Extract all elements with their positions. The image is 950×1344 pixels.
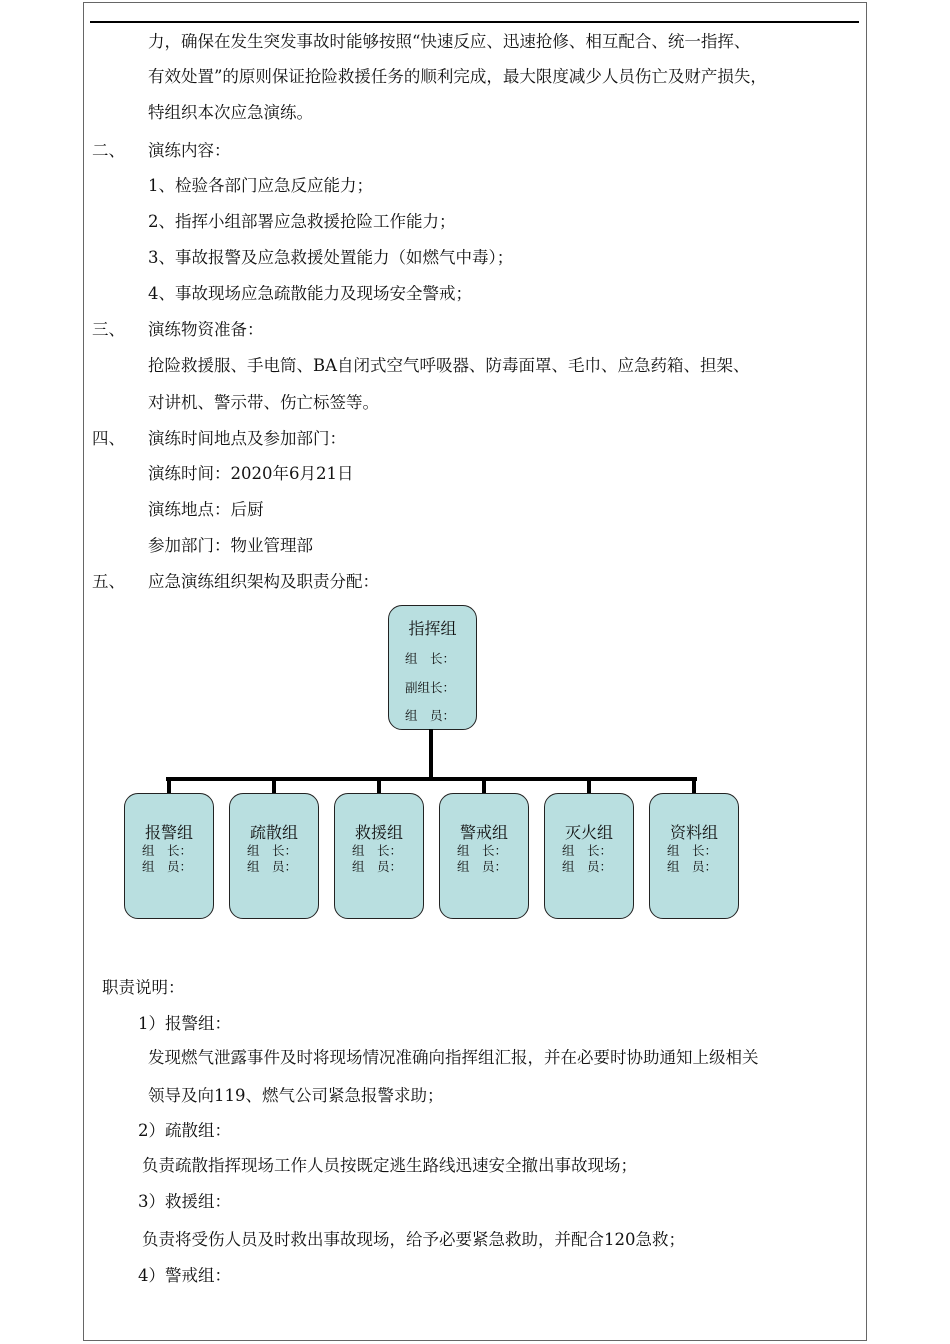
node-role: 组 长： bbox=[457, 843, 508, 858]
node-role: 组 员： bbox=[457, 859, 508, 874]
node-title: 警戒组 bbox=[459, 823, 508, 842]
node-role: 组 员： bbox=[142, 859, 193, 874]
duty-heading: 1）报警组： bbox=[138, 1014, 231, 1033]
node-title: 疏散组 bbox=[249, 823, 298, 842]
node-role: 组 员： bbox=[405, 708, 456, 723]
connector-line bbox=[692, 779, 696, 794]
duties-title: 职责说明： bbox=[102, 978, 185, 997]
drill-department: 参加部门：物业管理部 bbox=[148, 536, 313, 555]
paragraph-line: 对讲机、警示带、伤亡标签等。 bbox=[148, 393, 379, 412]
node-title: 救援组 bbox=[354, 823, 403, 842]
node-title: 灭火组 bbox=[564, 823, 613, 842]
node-role: 组 员： bbox=[667, 859, 718, 874]
list-item: 4、事故现场应急疏散能力及现场安全警戒； bbox=[148, 284, 472, 303]
duty-heading: 3）救援组： bbox=[138, 1192, 231, 1211]
section-title: 演练时间地点及参加部门： bbox=[148, 429, 346, 448]
node-role: 副组长： bbox=[405, 680, 456, 695]
node-role: 组 长： bbox=[667, 843, 718, 858]
drill-location: 演练地点：后厨 bbox=[148, 500, 264, 519]
connector-line bbox=[377, 779, 381, 794]
node-role: 组 长： bbox=[247, 843, 298, 858]
duty-text: 负责将受伤人员及时救出事故现场，给予必要紧急救助，并配合120急救； bbox=[142, 1230, 685, 1249]
node-title: 指挥组 bbox=[408, 619, 457, 638]
connector-line bbox=[587, 779, 591, 794]
intro-line: 有效处置”的原则保证抢险救援任务的顺利完成，最大限度减少人员伤亡及财产损失， bbox=[148, 67, 767, 86]
section-number: 三、 bbox=[92, 320, 125, 339]
section-number: 五、 bbox=[92, 572, 125, 591]
list-item: 3、事故报警及应急救援处置能力（如燃气中毒）； bbox=[148, 248, 514, 267]
connector-line bbox=[167, 779, 171, 794]
header-rule bbox=[90, 21, 859, 23]
connector-line bbox=[166, 777, 697, 781]
node-role: 组 长： bbox=[142, 843, 193, 858]
org-node bbox=[229, 793, 319, 919]
org-node bbox=[649, 793, 739, 919]
duty-heading: 2）疏散组： bbox=[138, 1121, 231, 1140]
org-node-command bbox=[388, 605, 477, 730]
list-item: 2、指挥小组部署应急救援抢险工作能力； bbox=[148, 212, 456, 231]
connector-line bbox=[272, 779, 276, 794]
org-node bbox=[124, 793, 214, 919]
duty-heading: 4）警戒组： bbox=[138, 1266, 231, 1285]
node-role: 组 员： bbox=[247, 859, 298, 874]
connector-line bbox=[482, 779, 486, 794]
duty-text: 负责疏散指挥现场工作人员按既定逃生路线迅速安全撤出事故现场； bbox=[142, 1156, 637, 1175]
section-title: 演练物资准备： bbox=[148, 320, 264, 339]
section-number: 二、 bbox=[92, 141, 125, 160]
section-title: 演练内容： bbox=[148, 141, 231, 160]
list-item: 1、检验各部门应急反应能力； bbox=[148, 176, 373, 195]
paragraph-line: 抢险救援服、手电筒、BA自闭式空气呼吸器、防毒面罩、毛巾、应急药箱、担架、 bbox=[148, 356, 750, 375]
node-title: 资料组 bbox=[669, 823, 718, 842]
node-title: 报警组 bbox=[144, 823, 193, 842]
duty-text: 领导及向119、燃气公司紧急报警求助； bbox=[148, 1086, 444, 1105]
connector-line bbox=[429, 729, 433, 781]
intro-line: 特组织本次应急演练。 bbox=[148, 103, 313, 122]
org-node bbox=[439, 793, 529, 919]
node-role: 组 长： bbox=[405, 651, 456, 666]
drill-time: 演练时间：2020年6月21日 bbox=[148, 464, 354, 483]
node-role: 组 员： bbox=[562, 859, 613, 874]
org-node bbox=[334, 793, 424, 919]
duty-text: 发现燃气泄露事件及时将现场情况准确向指挥组汇报，并在必要时协助通知上级相关 bbox=[148, 1048, 759, 1067]
node-role: 组 长： bbox=[352, 843, 403, 858]
org-node bbox=[544, 793, 634, 919]
node-role: 组 员： bbox=[352, 859, 403, 874]
section-title: 应急演练组织架构及职责分配： bbox=[148, 572, 379, 591]
node-role: 组 长： bbox=[562, 843, 613, 858]
section-number: 四、 bbox=[92, 429, 125, 448]
intro-line: 力，确保在发生突发事故时能够按照“快速反应、迅速抢修、相互配合、统一指挥、 bbox=[148, 32, 751, 51]
